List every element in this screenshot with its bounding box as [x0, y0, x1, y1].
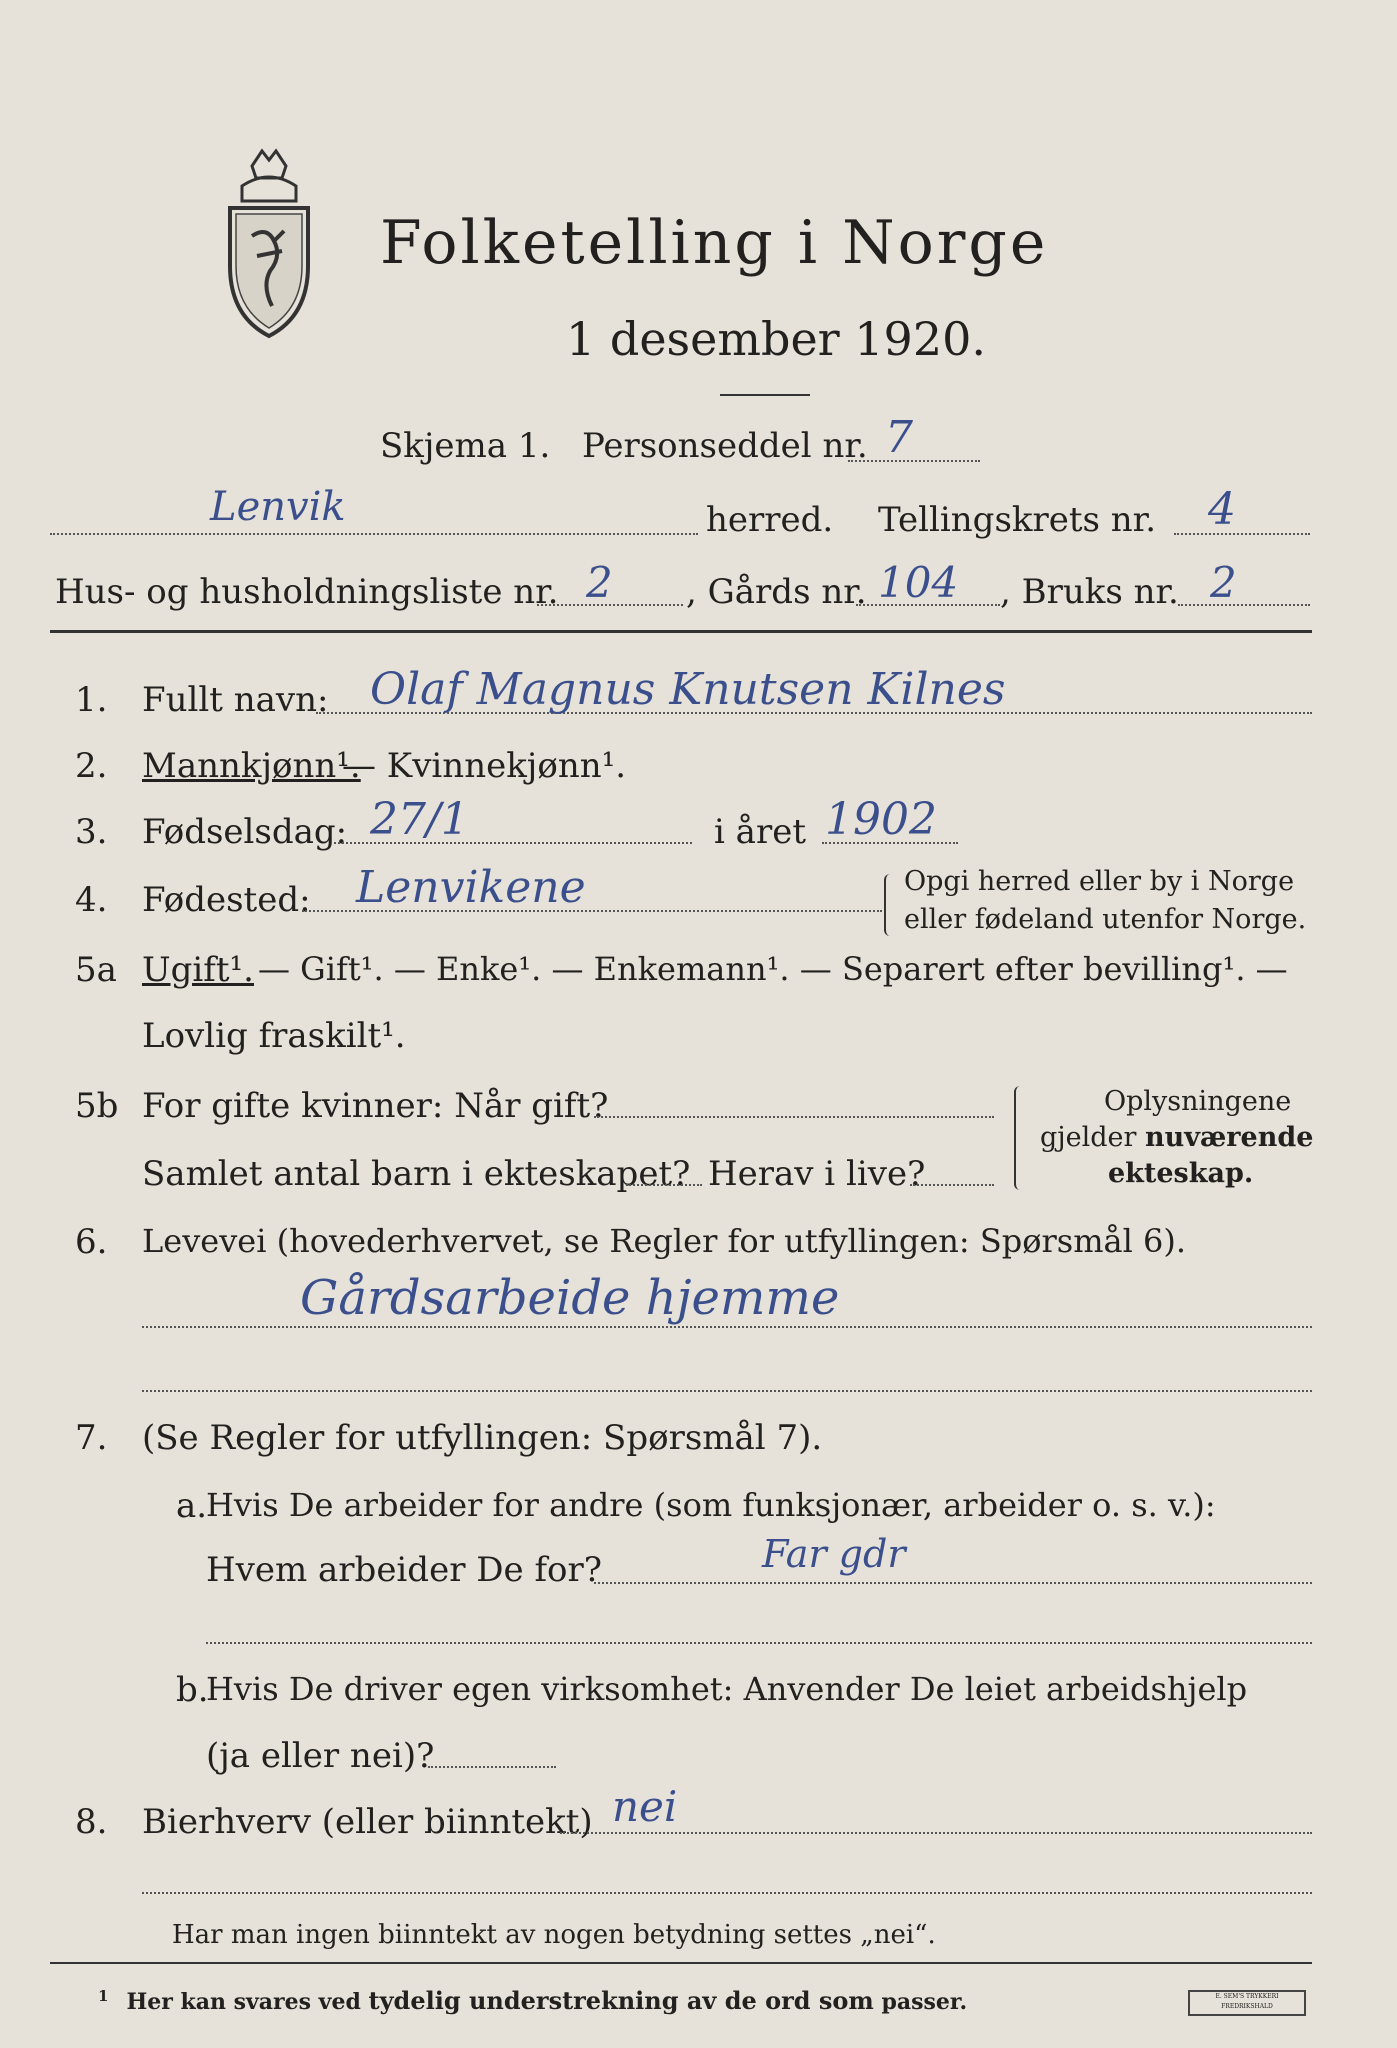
q5b-note-gjelder: gjelder [1040, 1122, 1146, 1153]
herred-label: herred. [706, 500, 834, 540]
employer-value: Far gdr [762, 1532, 906, 1576]
occupation-field-line1[interactable] [142, 1326, 1312, 1328]
q7b-line1: Hvis De driver egen virksomhet: Anvender De leiet arbeidshjelp [206, 1670, 1248, 1708]
full-name-value: Olaf Magnus Knutsen Kilnes [370, 664, 1006, 715]
q5a-number: 5a [75, 950, 117, 990]
birthplace-note-brace [884, 874, 896, 936]
birth-year-value: 1902 [825, 794, 937, 845]
schema-label: Skjema 1. [380, 426, 551, 466]
q4-number: 4. [75, 880, 108, 920]
q5b-note-current: nuværende [1145, 1122, 1314, 1153]
q5b-note-line2 [1040, 1122, 1313, 1153]
footnote [98, 1986, 967, 2015]
marital-other-options[interactable]: — Gift¹. — Enke¹. — Enkemann¹. — Separert efter bevilling¹. — [258, 950, 1288, 988]
footnote-text-c: passer. [873, 1989, 968, 2015]
tellingskrets-label: Tellingskrets nr. [878, 500, 1157, 540]
form-title: Folketelling i Norge [380, 208, 1049, 278]
form-date: 1 desember 1920. [566, 312, 986, 366]
footnote-text-a: Her kan svares ved [126, 1989, 369, 2015]
married-date-field[interactable] [594, 1116, 994, 1118]
q8-number: 8. [75, 1802, 108, 1842]
personseddel-label: Personseddel nr. [582, 426, 868, 466]
tellingskrets-field[interactable] [1174, 533, 1310, 535]
q7-label: (Se Regler for utfyllingen: Spørsmål 7). [142, 1418, 823, 1458]
printer-stamp-text: E. SEM'S TRYKKERI FREDRIKSHALD [1215, 1993, 1279, 2010]
tellingskrets-value: 4 [1208, 484, 1236, 535]
employer-field[interactable] [594, 1582, 1312, 1584]
coat-of-arms-icon [212, 146, 327, 341]
children-alive-field[interactable] [910, 1184, 994, 1186]
q7a-line2: Hvem arbeider De for? [206, 1550, 602, 1590]
q7a-line1: Hvis De arbeider for andre (som funksjonær, arbeider o. s. v.): [206, 1486, 1216, 1524]
bruks-value: 2 [1210, 558, 1237, 607]
side-income-value: nei [612, 1782, 678, 1831]
q8-label: Bierhverv (eller biinntekt) [142, 1802, 593, 1842]
q2-number: 2. [75, 746, 108, 786]
birth-year-label: i året [714, 812, 806, 852]
q7a-letter: a. [176, 1486, 208, 1526]
q5b-note-brace [1014, 1086, 1026, 1190]
q5b-number: 5b [75, 1086, 119, 1126]
herred-value: Lenvik [210, 484, 346, 530]
gender-female-option[interactable]: — Kvinnekjønn¹. [342, 746, 627, 786]
printer-stamp [1188, 1990, 1306, 2016]
q3-label: Fødselsdag: [142, 812, 348, 852]
birthplace-value: Lenvikene [356, 862, 586, 913]
birthplace-note-line2: eller fødeland utenfor Norge. [904, 904, 1307, 935]
q1-label: Fullt navn: [142, 680, 329, 720]
q5b-alive-label: Herav i live? [708, 1154, 926, 1194]
birthplace-note-line1: Opgi herred eller by i Norge [904, 866, 1295, 897]
q7b-letter: b. [176, 1670, 209, 1710]
q5b-married-label: For gifte kvinner: Når gift? [142, 1086, 609, 1126]
q7b-line2: (ja eller nei)? [206, 1736, 435, 1776]
gender-male-option[interactable]: Mannkjønn¹. [142, 746, 361, 786]
q5b-note-line3: ekteskap. [1108, 1158, 1254, 1189]
bruks-field[interactable] [1178, 604, 1310, 606]
gards-label: , Gårds nr. [686, 572, 867, 612]
employer-field-line2[interactable] [206, 1642, 1312, 1644]
personseddel-value: 7 [885, 412, 913, 463]
q1-number: 1. [75, 680, 108, 720]
q7-number: 7. [75, 1418, 108, 1458]
q6-number: 6. [75, 1222, 108, 1262]
bruks-label: , Bruks nr. [1000, 572, 1179, 612]
gards-value: 104 [878, 558, 959, 607]
occupation-field-line2[interactable] [142, 1390, 1312, 1392]
personseddel-field[interactable] [848, 460, 980, 462]
title-divider [720, 394, 810, 396]
q6-label: Levevei (hovederhvervet, se Regler for utfyllingen: Spørsmål 6). [142, 1222, 1187, 1260]
hus-value: 2 [586, 558, 613, 607]
footer-divider [50, 1962, 1312, 1964]
q3-number: 3. [75, 812, 108, 852]
footer-note: Har man ingen biinntekt av nogen betydning settes „nei“. [172, 1920, 936, 1950]
children-field[interactable] [626, 1184, 702, 1186]
occupation-value: Gårdsarbeide hjemme [300, 1270, 840, 1326]
marital-ugift-option[interactable]: Ugift¹. [142, 950, 254, 990]
q4-label: Fødested: [142, 880, 311, 920]
side-income-field-line2[interactable] [142, 1892, 1312, 1894]
footnote-text-b: tydelig understrekning av de ord som [368, 1986, 874, 2015]
marital-fraskilt-option[interactable]: Lovlig fraskilt¹. [142, 1016, 406, 1056]
hus-label: Hus- og husholdningsliste nr. [55, 572, 559, 612]
q5b-children-label: Samlet antal barn i ekteskapet? [142, 1154, 691, 1194]
footnote-number: 1 [98, 1986, 109, 2005]
birthdate-value: 27/1 [370, 794, 469, 845]
herred-field[interactable] [50, 533, 698, 535]
hired-help-field[interactable] [428, 1766, 556, 1768]
header-divider [50, 630, 1312, 633]
side-income-field[interactable] [560, 1832, 1312, 1834]
q5b-note-line1: Oplysningene [1104, 1086, 1292, 1117]
